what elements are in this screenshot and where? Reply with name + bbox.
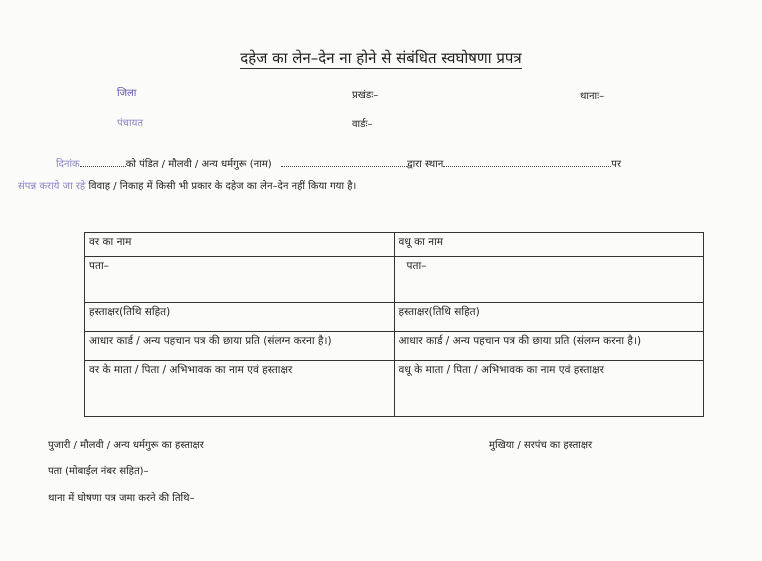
page-title: दहेज का लेन–देन ना होने से संबंधित स्वघोषणा प्रपत्र (240, 49, 522, 67)
declaration-line2-text: विवाह / निकाह में किसी भी प्रकार के दहेज का लेन–देन नहीं किया गया है। (88, 181, 357, 192)
date-label: दिनांक (56, 159, 80, 170)
place-blank (443, 157, 611, 167)
declaration-part1: को पंडित / मौलवी / अन्य धर्मगुरू (नाम) (125, 159, 272, 170)
table-row (85, 332, 704, 361)
priest-name-blank (281, 157, 407, 167)
declaration-line2-prefix: संपन्न कराये जा रहे (18, 181, 86, 192)
table-row (85, 303, 704, 332)
panchayat-label: पंचायत (117, 118, 144, 129)
address-mobile-label: पता (मोबाईल नंबर सहित)– (48, 466, 149, 477)
groom-address-cell[interactable]: पता– (85, 257, 395, 303)
bride-signature-cell[interactable]: हस्ताक्षर(तिथि सहित) (394, 303, 704, 332)
bride-name-cell[interactable]: वधू का नाम (394, 233, 704, 257)
bride-parent-cell[interactable]: वधू के माता / पिता / अभिभावक का नाम एवं हस्ताक्षर (394, 361, 704, 417)
submission-date-label: थाना में घोषणा पत्र जमा करने की तिथि– (48, 493, 195, 504)
block-label: प्रखंडः– (352, 90, 379, 101)
groom-name-cell[interactable]: वर का नाम (85, 233, 395, 257)
bride-groom-table (84, 232, 704, 417)
declaration-part2: द्वारा स्थान (406, 159, 444, 170)
groom-id-proof-cell[interactable]: आधार कार्ड / अन्य पहचान पत्र की छाया प्रति (संलग्न करना है।) (85, 332, 395, 361)
table-row (85, 233, 704, 257)
mukhiya-signature-label: मुखिया / सरपंच का हस्ताक्षर (489, 440, 593, 451)
date-blank (80, 157, 126, 167)
groom-parent-cell[interactable]: वर के माता / पिता / अभिभावक का नाम एवं हस्ताक्षर (85, 361, 395, 417)
bride-address-cell[interactable]: पता– (394, 257, 704, 303)
priest-signature-label: पुजारी / मौलवी / अन्य धर्मगुरू का हस्ताक्षर (48, 440, 204, 451)
declaration-line-1 (56, 156, 621, 170)
declaration-line-2 (18, 178, 356, 192)
police-station-label: थानाः– (580, 91, 605, 102)
table-row (85, 257, 704, 303)
bride-id-proof-cell[interactable]: आधार कार्ड / अन्य पहचान पत्र की छाया प्रति (संलग्न करना है।) (394, 332, 704, 361)
district-label: जिला (117, 88, 137, 99)
groom-signature-cell[interactable]: हस्ताक्षर(तिथि सहित) (85, 303, 395, 332)
table-row (85, 361, 704, 417)
ward-label: वार्डः– (352, 119, 373, 130)
declaration-part3: पर (611, 159, 622, 170)
